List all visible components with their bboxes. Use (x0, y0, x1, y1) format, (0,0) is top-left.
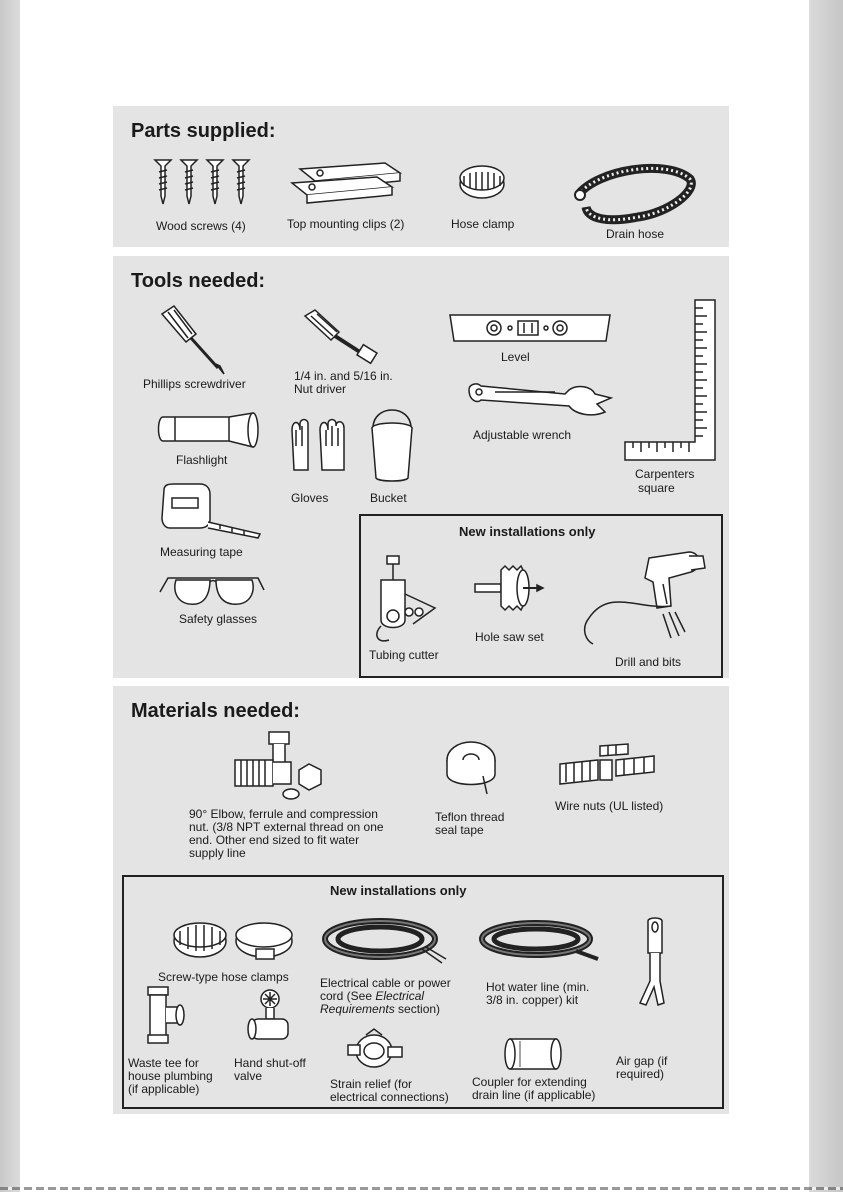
cable-label-2a: cord (See (320, 989, 376, 1003)
shut-off-valve-label-2: valve (234, 1069, 263, 1083)
electrical-cable-label-1: Electrical cable or power (320, 976, 451, 990)
bottom-dotted-rule (0, 1187, 843, 1190)
materials-title: Materials needed: (131, 700, 300, 722)
parts-title: Parts supplied: (131, 120, 276, 142)
wood-screws-icon (153, 158, 253, 206)
hot-water-label-2: 3/8 in. copper) kit (486, 993, 579, 1007)
gloves-icon (290, 416, 348, 476)
elbow-fitting-icon (233, 730, 333, 802)
tools-needed-panel (113, 256, 729, 678)
coupler-icon (504, 1037, 564, 1071)
safety-glasses-icon (158, 572, 268, 610)
coupler-label-1: Coupler for extending (472, 1075, 587, 1089)
screw-hose-clamps-icon (172, 917, 302, 965)
nut-driver-icon (303, 308, 383, 368)
mounting-clips-icon (290, 161, 410, 206)
coupler-label-2: drain line (if applicable) (472, 1088, 596, 1102)
air-gap-label-2: required) (616, 1067, 665, 1081)
level-icon (448, 311, 613, 345)
cable-label-3b: section) (394, 1002, 441, 1016)
parts-supplied-panel (113, 106, 729, 247)
elbow-label-1: 90° Elbow, ferrule and compression (189, 807, 378, 821)
tools-new-installations-box (359, 514, 723, 678)
hot-water-line-icon (480, 919, 605, 967)
air-gap-icon (634, 917, 676, 1009)
hot-water-label-1: Hot water line (min. (486, 980, 590, 994)
carpenters-square-icon (623, 298, 718, 463)
bucket-icon (369, 404, 415, 484)
nut-driver-label-1: 1/4 in. and 5/16 in. (294, 369, 393, 383)
wire-nuts-icon (558, 742, 658, 790)
mounting-clips-label: Top mounting clips (2) (287, 217, 405, 231)
bucket-label: Bucket (370, 491, 407, 505)
safety-glasses-label: Safety glasses (179, 612, 258, 626)
level-label: Level (501, 350, 530, 364)
drill-and-bits-label: Drill and bits (615, 655, 682, 669)
tubing-cutter-icon (373, 554, 443, 644)
tools-new-installations-title: New installations only (459, 524, 596, 539)
measuring-tape-icon (160, 482, 270, 542)
waste-tee-label-2: house plumbing (128, 1069, 213, 1083)
cable-label-3a: Requirements (320, 1002, 395, 1016)
waste-tee-icon (140, 985, 188, 1045)
electrical-cable-label-3 (320, 1003, 440, 1016)
hole-saw-icon (473, 564, 543, 614)
strain-relief-label-2: electrical connections) (330, 1090, 449, 1104)
flashlight-label: Flashlight (176, 453, 228, 467)
flashlight-icon (155, 411, 260, 449)
strain-relief-icon (346, 1027, 406, 1073)
shut-off-valve-label-1: Hand shut-off (234, 1056, 306, 1070)
wood-screws-label: Wood screws (4) (156, 219, 246, 233)
phillips-screwdriver-icon (158, 304, 228, 374)
elbow-label-4: supply line (189, 846, 246, 860)
air-gap-label-1: Air gap (if (616, 1054, 668, 1068)
nut-driver-label-2: Nut driver (294, 382, 347, 396)
measuring-tape-label: Measuring tape (160, 545, 243, 559)
waste-tee-label-3: (if applicable) (128, 1082, 200, 1096)
carpenters-square-label-1: Carpenters (635, 467, 695, 481)
screw-hose-clamps-label: Screw-type hose clamps (158, 970, 289, 984)
hose-clamp-label: Hose clamp (451, 217, 515, 231)
gloves-label: Gloves (291, 491, 329, 505)
strain-relief-label-1: Strain relief (for (330, 1077, 413, 1091)
wire-nuts-label: Wire nuts (UL listed) (555, 799, 664, 813)
carpenters-square-label-2: square (638, 481, 675, 495)
tools-title: Tools needed: (131, 270, 266, 292)
elbow-label-2: nut. (3/8 NPT external thread on one (189, 820, 384, 834)
drain-hose-icon (568, 161, 698, 231)
phillips-screwdriver-label: Phillips screwdriver (143, 377, 246, 391)
tubing-cutter-label: Tubing cutter (369, 648, 439, 662)
materials-new-installations-box (122, 875, 724, 1109)
cable-label-2b: Electrical (375, 989, 425, 1003)
page-edge-right (809, 0, 843, 1192)
drain-hose-label: Drain hose (606, 227, 665, 241)
waste-tee-label-1: Waste tee for (128, 1056, 199, 1070)
page-edge-left (0, 0, 20, 1192)
adjustable-wrench-label: Adjustable wrench (473, 428, 572, 442)
elbow-label-3: end. Other end sized to fit water (189, 833, 360, 847)
shut-off-valve-icon (246, 989, 294, 1049)
teflon-tape-icon (443, 738, 503, 796)
hose-clamp-icon (458, 162, 508, 200)
teflon-label-2: seal tape (435, 823, 484, 837)
drill-icon (579, 548, 709, 648)
adjustable-wrench-icon (465, 380, 615, 420)
electrical-cable-icon (322, 917, 447, 967)
materials-new-installations-title: New installations only (330, 883, 467, 898)
hole-saw-label: Hole saw set (475, 630, 544, 644)
teflon-label-1: Teflon thread (435, 810, 505, 824)
